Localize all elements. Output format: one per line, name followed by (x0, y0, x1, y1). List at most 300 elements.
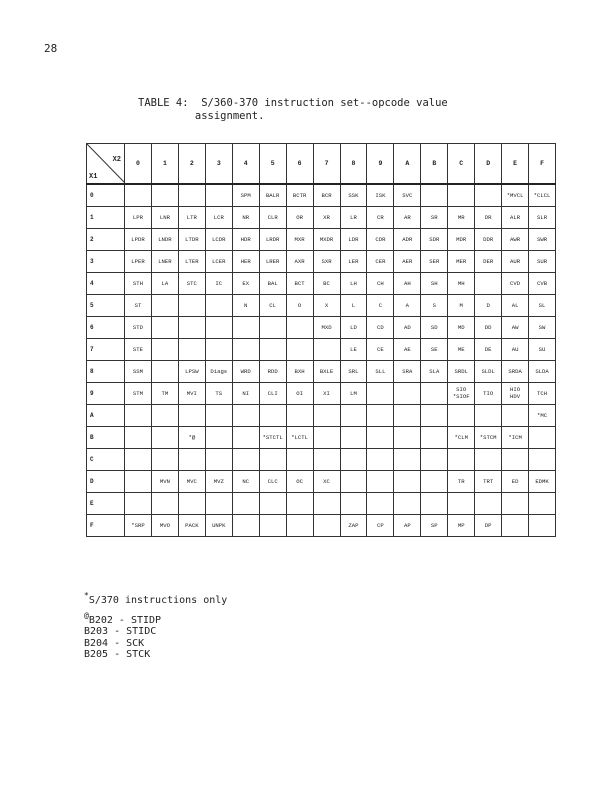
opcode-cell (259, 404, 286, 426)
opcode-cell (205, 316, 232, 338)
opcode-cell (259, 514, 286, 536)
opcode-cell (259, 316, 286, 338)
opcode-cell: LE (340, 338, 367, 360)
opcode-cell (502, 514, 529, 536)
opcode-cell (286, 316, 313, 338)
opcode-cell (367, 426, 394, 448)
column-header: 3 (205, 144, 232, 185)
opcode-cell (313, 492, 340, 514)
opcode-cell: HDR (232, 228, 259, 250)
opcode-cell: LH (340, 272, 367, 294)
opcode-cell (151, 360, 178, 382)
opcode-cell: BCT (286, 272, 313, 294)
opcode-cell: DDR (475, 228, 502, 250)
opcode-cell: ADR (394, 228, 421, 250)
opcode-cell (178, 316, 205, 338)
opcode-cell: CH (367, 272, 394, 294)
footnote-at-line: B205 - STCK (84, 649, 151, 660)
opcode-cell: DE (475, 338, 502, 360)
opcode-cell (313, 426, 340, 448)
footnote-at-mark: @ (84, 610, 89, 620)
opcode-cell (125, 404, 152, 426)
opcode-cell (232, 448, 259, 470)
opcode-cell: SR (421, 206, 448, 228)
opcode-cell (313, 448, 340, 470)
opcode-cell: OC (286, 470, 313, 492)
row-header: 9 (87, 382, 125, 404)
caption-line-1: TABLE 4: S/360-370 instruction set--opcode value (138, 97, 448, 109)
opcode-cell: SER (421, 250, 448, 272)
opcode-cell: LNR (151, 206, 178, 228)
table-row (87, 448, 556, 470)
opcode-cell: LDR (340, 228, 367, 250)
column-header: 6 (286, 144, 313, 185)
opcode-cell: HER (232, 250, 259, 272)
opcode-cell: AUR (502, 250, 529, 272)
x2-axis-label: X2 (112, 156, 121, 164)
column-header: C (448, 144, 475, 185)
opcode-cell: TR (448, 470, 475, 492)
opcode-cell: MXDR (313, 228, 340, 250)
opcode-cell (475, 448, 502, 470)
table-corner (87, 144, 125, 185)
opcode-cell: LPER (125, 250, 152, 272)
footnote-star (84, 590, 227, 607)
table-row (87, 426, 556, 448)
opcode-cell: STH (125, 272, 152, 294)
opcode-cell: SRDL (448, 360, 475, 382)
opcode-cell (394, 492, 421, 514)
opcode-cell: *STCTL (259, 426, 286, 448)
table-row (87, 250, 556, 272)
opcode-cell: *LCTL (286, 426, 313, 448)
opcode-cell (151, 294, 178, 316)
opcode-cell: AD (394, 316, 421, 338)
opcode-cell: WRD (232, 360, 259, 382)
opcode-cell: SXR (313, 250, 340, 272)
opcode-cell (205, 338, 232, 360)
opcode-cell (475, 492, 502, 514)
table-row (87, 316, 556, 338)
opcode-cell (232, 492, 259, 514)
opcode-cell: SLR (529, 206, 556, 228)
footnote-at-line: B202 - STIDP (88, 614, 162, 626)
opcode-cell: BALR (259, 184, 286, 206)
column-header: F (529, 144, 556, 185)
opcode-cell (340, 426, 367, 448)
opcode-cell: STD (125, 316, 152, 338)
opcode-cell (529, 514, 556, 536)
opcode-cell: *CLCL (529, 184, 556, 206)
opcode-cell: MXD (313, 316, 340, 338)
table-row (87, 184, 556, 206)
opcode-cell: MVO (151, 514, 178, 536)
opcode-cell: S (421, 294, 448, 316)
row-header: D (87, 470, 125, 492)
opcode-cell: XI (313, 382, 340, 404)
opcode-cell (259, 492, 286, 514)
opcode-cell: MVZ (205, 470, 232, 492)
opcode-cell (502, 404, 529, 426)
opcode-cell: BCTR (286, 184, 313, 206)
opcode-cell (178, 184, 205, 206)
opcode-cell (421, 492, 448, 514)
opcode-cell: SLDL (475, 360, 502, 382)
column-header: 0 (125, 144, 152, 185)
opcode-cell (421, 382, 448, 404)
table-row (87, 492, 556, 514)
opcode-cell: AER (394, 250, 421, 272)
opcode-cell (421, 426, 448, 448)
opcode-cell: CE (367, 338, 394, 360)
opcode-cell (286, 338, 313, 360)
row-header: 6 (87, 316, 125, 338)
opcode-cell: TIO (475, 382, 502, 404)
opcode-cell: LER (340, 250, 367, 272)
opcode-cell (178, 492, 205, 514)
opcode-cell: SWR (529, 228, 556, 250)
opcode-cell: LPDR (125, 228, 152, 250)
opcode-cell: ZAP (340, 514, 367, 536)
opcode-cell: *MVCL (502, 184, 529, 206)
opcode-cell: AL (502, 294, 529, 316)
opcode-cell: LRDR (259, 228, 286, 250)
opcode-cell: D (475, 294, 502, 316)
opcode-cell (286, 514, 313, 536)
x1-axis-label: X1 (89, 173, 98, 181)
opcode-cell: CP (367, 514, 394, 536)
footnote-at-line: B204 - SCK (84, 637, 145, 649)
opcode-cell (529, 492, 556, 514)
opcode-cell: ISK (367, 184, 394, 206)
opcode-cell: LRER (259, 250, 286, 272)
opcode-cell (448, 184, 475, 206)
row-header: A (87, 404, 125, 426)
opcode-cell: CDR (367, 228, 394, 250)
opcode-cell: NR (232, 206, 259, 228)
opcode-cell (367, 404, 394, 426)
opcode-cell: LTER (178, 250, 205, 272)
opcode-cell (178, 448, 205, 470)
opcode-cell: SLDA (529, 360, 556, 382)
opcode-cell (232, 338, 259, 360)
opcode-cell: TS (205, 382, 232, 404)
table-row (87, 360, 556, 382)
opcode-cell (529, 448, 556, 470)
opcode-cell: RDD (259, 360, 286, 382)
row-header: F (87, 514, 125, 536)
opcode-cell (151, 492, 178, 514)
opcode-cell (125, 492, 152, 514)
opcode-cell: MP (448, 514, 475, 536)
opcode-cell (340, 448, 367, 470)
opcode-cell: SLL (367, 360, 394, 382)
opcode-cell (259, 338, 286, 360)
opcode-cell: CVB (529, 272, 556, 294)
opcode-cell: MR (448, 206, 475, 228)
opcode-cell (475, 272, 502, 294)
opcode-cell: SW (529, 316, 556, 338)
opcode-cell: SUR (529, 250, 556, 272)
opcode-cell: LA (151, 272, 178, 294)
opcode-cell: SD (421, 316, 448, 338)
table-row (87, 294, 556, 316)
opcode-cell (125, 426, 152, 448)
table-row (87, 228, 556, 250)
opcode-cell: CL (259, 294, 286, 316)
opcode-cell: LCER (205, 250, 232, 272)
opcode-cell (448, 492, 475, 514)
opcode-cell (205, 492, 232, 514)
opcode-cell (448, 404, 475, 426)
opcode-cell (313, 338, 340, 360)
opcode-cell (151, 338, 178, 360)
opcode-cell: AXR (286, 250, 313, 272)
opcode-cell: TCH (529, 382, 556, 404)
opcode-cell: AE (394, 338, 421, 360)
table-row (87, 404, 556, 426)
opcode-cell: BC (313, 272, 340, 294)
column-header: B (421, 144, 448, 185)
table-row (87, 514, 556, 536)
opcode-cell: BXH (286, 360, 313, 382)
table-body (87, 184, 556, 536)
opcode-cell: PACK (178, 514, 205, 536)
opcode-cell: ALR (502, 206, 529, 228)
opcode-cell: LCR (205, 206, 232, 228)
opcode-cell: *CLM (448, 426, 475, 448)
opcode-cell: CD (367, 316, 394, 338)
footnote-at (84, 610, 227, 661)
opcode-cell (286, 404, 313, 426)
opcode-cell (232, 426, 259, 448)
opcode-cell: LCDR (205, 228, 232, 250)
opcode-cell: BXLE (313, 360, 340, 382)
caption-line-2: assignment. (138, 110, 265, 122)
row-header: 0 (87, 184, 125, 206)
opcode-cell: MER (448, 250, 475, 272)
opcode-cell (232, 514, 259, 536)
row-header: E (87, 492, 125, 514)
opcode-cell (232, 316, 259, 338)
opcode-cell (340, 470, 367, 492)
opcode-cell (232, 404, 259, 426)
opcode-cell: M (448, 294, 475, 316)
opcode-cell (205, 294, 232, 316)
opcode-cell: N (232, 294, 259, 316)
column-header: 1 (151, 144, 178, 185)
opcode-cell: *SRP (125, 514, 152, 536)
row-header: C (87, 448, 125, 470)
opcode-cell: STC (178, 272, 205, 294)
opcode-cell: CLI (259, 382, 286, 404)
column-header: 8 (340, 144, 367, 185)
column-header: A (394, 144, 421, 185)
opcode-cell: *@ (178, 426, 205, 448)
opcode-cell: LNDR (151, 228, 178, 250)
row-header: 5 (87, 294, 125, 316)
column-header: 9 (367, 144, 394, 185)
row-header: 2 (87, 228, 125, 250)
opcode-cell: LD (340, 316, 367, 338)
opcode-cell (178, 404, 205, 426)
opcode-cell: XR (313, 206, 340, 228)
opcode-cell (394, 448, 421, 470)
opcode-cell (125, 184, 152, 206)
opcode-cell (151, 316, 178, 338)
opcode-cell (313, 514, 340, 536)
opcode-cell: L (340, 294, 367, 316)
opcode-cell (502, 448, 529, 470)
table-row (87, 272, 556, 294)
opcode-cell: SLA (421, 360, 448, 382)
opcode-cell: MVI (178, 382, 205, 404)
opcode-cell: LPSW (178, 360, 205, 382)
opcode-cell: BCR (313, 184, 340, 206)
opcode-cell: AR (394, 206, 421, 228)
opcode-cell: SSM (125, 360, 152, 382)
opcode-cell: AU (502, 338, 529, 360)
opcode-cell (259, 448, 286, 470)
opcode-cell (367, 492, 394, 514)
opcode-cell (151, 426, 178, 448)
column-header: 5 (259, 144, 286, 185)
opcode-cell: ME (448, 338, 475, 360)
opcode-cell: STM (125, 382, 152, 404)
footnotes (84, 590, 227, 661)
opcode-cell: C (367, 294, 394, 316)
opcode-cell: SL (529, 294, 556, 316)
opcode-cell (205, 448, 232, 470)
opcode-cell: EX (232, 272, 259, 294)
opcode-cell: NI (232, 382, 259, 404)
footnote-at-line: B203 - STIDC (84, 626, 157, 637)
opcode-cell (529, 426, 556, 448)
opcode-cell: SDR (421, 228, 448, 250)
opcode-cell: *ICM (502, 426, 529, 448)
row-header: 7 (87, 338, 125, 360)
column-header: 2 (178, 144, 205, 185)
opcode-cell: DR (475, 206, 502, 228)
opcode-cell: CLR (259, 206, 286, 228)
opcode-cell: NC (232, 470, 259, 492)
opcode-cell: CR (367, 206, 394, 228)
opcode-cell: CER (367, 250, 394, 272)
row-header: 3 (87, 250, 125, 272)
opcode-cell (421, 184, 448, 206)
opcode-cell (367, 470, 394, 492)
opcode-cell: LPR (125, 206, 152, 228)
opcode-cell: X (313, 294, 340, 316)
opcode-cell: CLC (259, 470, 286, 492)
opcode-cell: TM (151, 382, 178, 404)
opcode-cell: LTDR (178, 228, 205, 250)
row-header: 4 (87, 272, 125, 294)
opcode-cell: EDMK (529, 470, 556, 492)
opcode-cell: AP (394, 514, 421, 536)
opcode-cell: *MC (529, 404, 556, 426)
opcode-cell: DP (475, 514, 502, 536)
opcode-cell (475, 404, 502, 426)
opcode-cell (205, 184, 232, 206)
page-number: 28 (44, 42, 58, 55)
table-caption (138, 97, 448, 123)
opcode-cell: SRDA (502, 360, 529, 382)
opcode-cell: AH (394, 272, 421, 294)
opcode-cell: LNER (151, 250, 178, 272)
opcode-cell: UNPK (205, 514, 232, 536)
opcode-cell (286, 448, 313, 470)
opcode-cell: HIO HDV (502, 382, 529, 404)
footnote-star-mark: * (84, 591, 89, 600)
opcode-cell: TRT (475, 470, 502, 492)
opcode-cell: STE (125, 338, 152, 360)
opcode-cell (125, 448, 152, 470)
opcode-cell (151, 448, 178, 470)
opcode-cell: SRA (394, 360, 421, 382)
opcode-table (86, 143, 556, 537)
opcode-cell: DD (475, 316, 502, 338)
opcode-cell: O (286, 294, 313, 316)
opcode-cell: BAL (259, 272, 286, 294)
opcode-cell: ED (502, 470, 529, 492)
opcode-cell (313, 404, 340, 426)
opcode-cell (448, 448, 475, 470)
opcode-cell: MH (448, 272, 475, 294)
opcode-cell (205, 404, 232, 426)
table-row (87, 338, 556, 360)
opcode-cell: SRL (340, 360, 367, 382)
opcode-cell: IC (205, 272, 232, 294)
footnote-star-text: S/370 instructions only (88, 595, 228, 606)
opcode-cell: SE (421, 338, 448, 360)
opcode-cell: XC (313, 470, 340, 492)
opcode-cell (502, 492, 529, 514)
opcode-cell: LTR (178, 206, 205, 228)
opcode-cell: A (394, 294, 421, 316)
opcode-cell: SVC (394, 184, 421, 206)
row-header: 1 (87, 206, 125, 228)
opcode-cell (367, 382, 394, 404)
opcode-cell: OR (286, 206, 313, 228)
opcode-cell: OI (286, 382, 313, 404)
opcode-cell (475, 184, 502, 206)
opcode-cell (125, 470, 152, 492)
opcode-cell: Diags (205, 360, 232, 382)
opcode-cell: SIO *SIOF (448, 382, 475, 404)
opcode-cell: SU (529, 338, 556, 360)
table-row (87, 382, 556, 404)
column-header: D (475, 144, 502, 185)
opcode-cell (178, 294, 205, 316)
opcode-cell: SH (421, 272, 448, 294)
opcode-cell: CVD (502, 272, 529, 294)
opcode-cell (394, 382, 421, 404)
opcode-cell (421, 448, 448, 470)
column-header: 7 (313, 144, 340, 185)
opcode-cell: DER (475, 250, 502, 272)
column-header-row (87, 144, 556, 185)
opcode-cell (340, 492, 367, 514)
opcode-cell: MVC (178, 470, 205, 492)
opcode-cell: ST (125, 294, 152, 316)
opcode-cell (205, 426, 232, 448)
table-row (87, 470, 556, 492)
opcode-cell: MD (448, 316, 475, 338)
opcode-cell (340, 404, 367, 426)
row-header: 8 (87, 360, 125, 382)
column-header: E (502, 144, 529, 185)
